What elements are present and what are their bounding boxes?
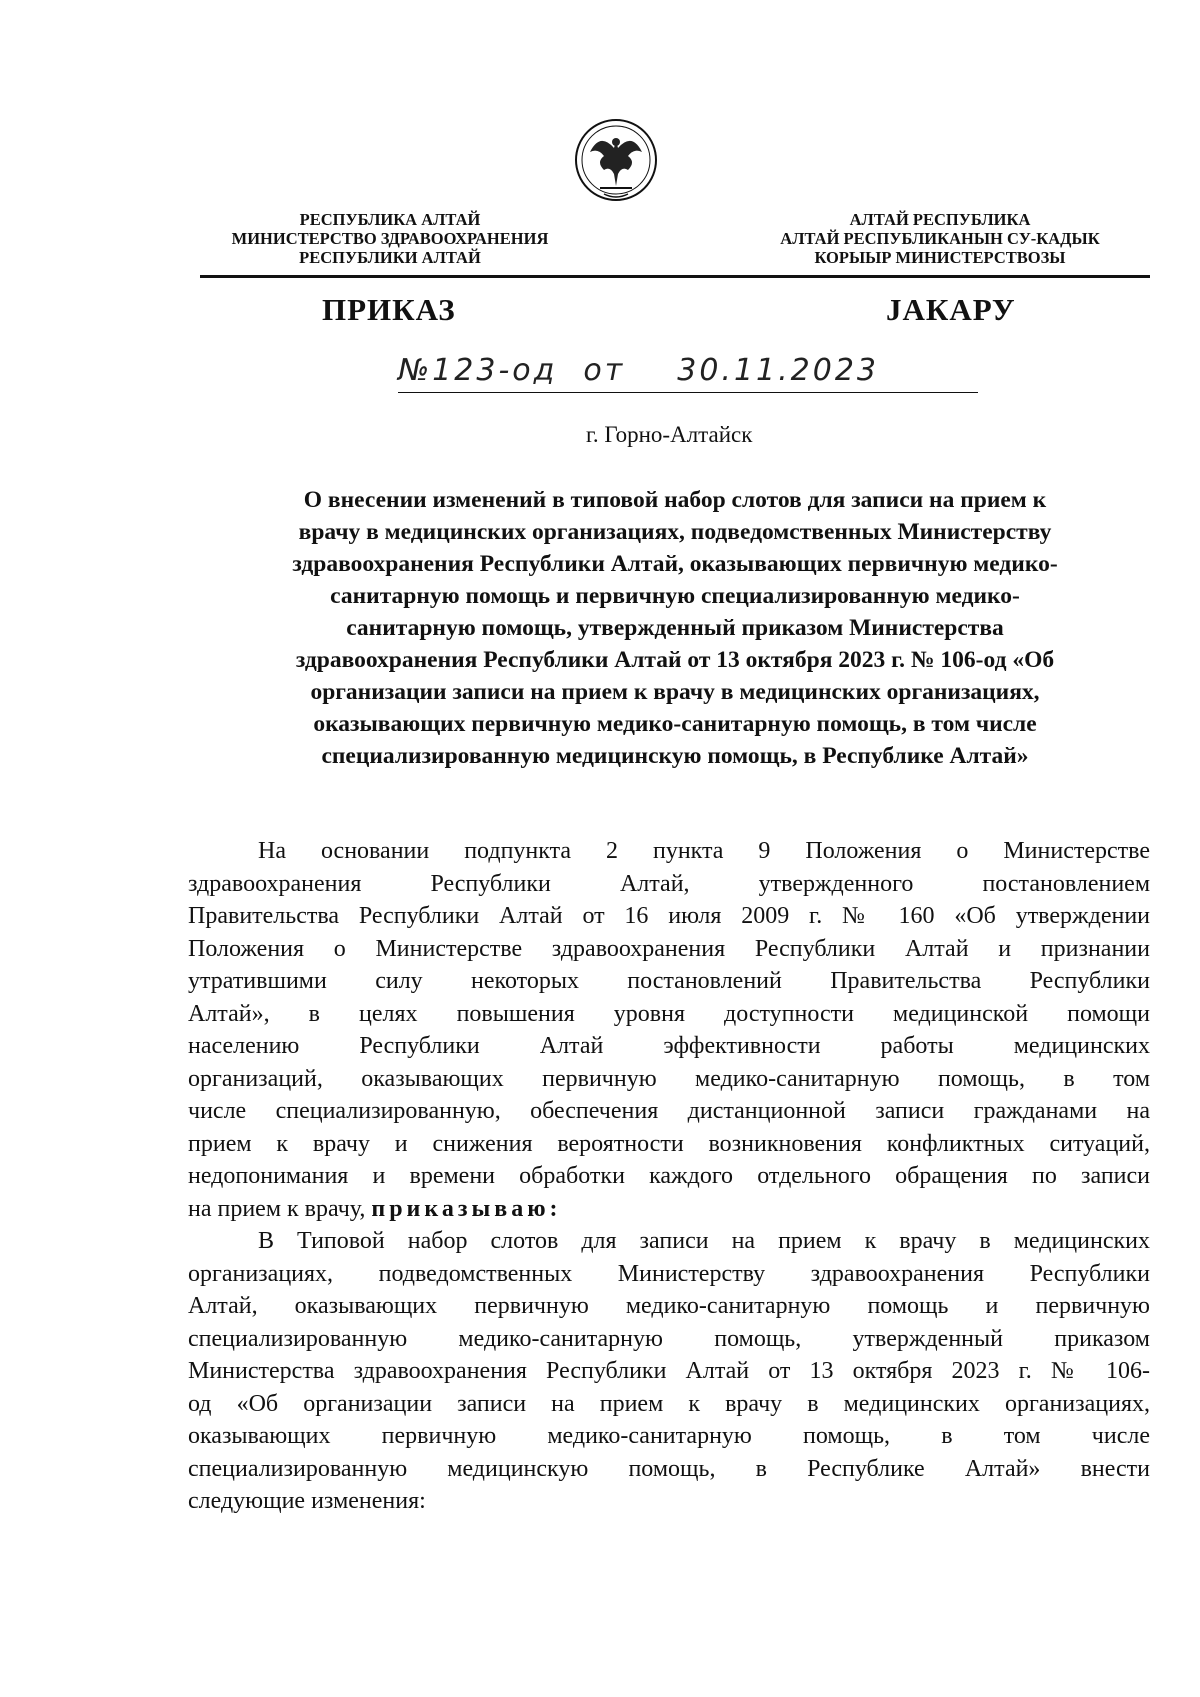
ministry-header-russian	[205, 210, 575, 267]
paragraph-2-line: специализированную медицинскую помощь, в Республике Алтай» внести	[188, 1455, 1150, 1482]
order-title-altai: JАКАРУ	[886, 292, 1016, 327]
header-line: АЛТАЙ РЕСПУБЛИКА	[849, 210, 1031, 229]
title-line: здравоохранения Республики Алтай, оказывающих первичную медико-	[292, 551, 1058, 577]
paragraph-2-line: организациях, подведомственных Министерству здравоохранения Республики	[188, 1260, 1150, 1287]
title-line: санитарную помощь и первичную специализированную медико-	[330, 583, 1020, 609]
title-line: врачу в медицинских организациях, подведомственных Министерству	[298, 519, 1052, 545]
paragraph-2-line: оказывающих первичную медико-санитарную помощь, в том числе	[188, 1423, 1150, 1449]
order-number: №123-од	[398, 353, 558, 388]
title-line: специализированную медицинскую помощь, в Республике Алтай»	[321, 743, 1029, 769]
order-date: 30.11.2023	[677, 353, 880, 388]
paragraph-1-line: прием к врачу и снижения вероятности возникновения конфликтных ситуаций,	[188, 1130, 1150, 1157]
command-word: приказываю	[371, 1195, 550, 1222]
city-name: г. Горно-Алтайск	[586, 422, 753, 447]
paragraph-1-last-text: на прием к врачу,	[188, 1195, 372, 1222]
title-line: оказывающих первичную медико-санитарную помощь, в том числе	[313, 711, 1037, 737]
paragraph-1-last-line	[188, 1193, 1150, 1226]
header-line: РЕСПУБЛИКИ АЛТАЙ	[299, 248, 481, 267]
paragraph-1-line: Алтай», в целях повышения уровня доступности медицинской помощи	[188, 1000, 1150, 1027]
header-divider	[200, 275, 1150, 278]
order-from: от	[583, 353, 626, 388]
paragraph-2-line: Алтай, оказывающих первичную медико-санитарную помощь и первичную	[188, 1293, 1150, 1319]
paragraph-1-line: Положения о Министерстве здравоохранения Республики Алтай и признании	[188, 935, 1150, 962]
paragraph-1-line: здравоохранения Республики Алтай, утвержденного постановлением	[188, 870, 1150, 897]
paragraph-1-line: числе специализированную, обеспечения дистанционной записи гражданами на	[188, 1098, 1150, 1124]
registration-line	[398, 352, 978, 393]
command-colon: :	[549, 1195, 558, 1222]
header-line: МИНИСТЕРСТВО ЗДРАВООХРАНЕНИЯ	[231, 229, 549, 248]
paragraph-2-line: од «Об организации записи на прием к врачу в медицинских организациях,	[188, 1390, 1150, 1417]
header-line: РЕСПУБЛИКА АЛТАЙ	[299, 210, 481, 229]
paragraph-2-line: В Типовой набор слотов для записи на прием к врачу в медицинских	[258, 1228, 1150, 1254]
paragraph-1-line: утратившими силу некоторых постановлений Правительства Республики	[188, 968, 1150, 994]
header-line: КОРЫЫР МИНИСТЕРСТВОЗЫ	[814, 248, 1066, 267]
ministry-header-altai	[735, 210, 1145, 267]
paragraph-2-line: следующие изменения:	[188, 1488, 426, 1514]
paragraph-2-line: Министерства здравоохранения Республики Алтай от 13 октября 2023 г. № 106-	[188, 1358, 1150, 1384]
paragraph-2-line: специализированную медико-санитарную помощь, утвержденный приказом	[188, 1325, 1150, 1352]
paragraph-1-line: Правительства Республики Алтай от 16 июля 2009 г. № 160 «Об утверждении	[188, 903, 1150, 929]
document-body	[188, 835, 1150, 1518]
paragraph-1-line: На основании подпункта 2 пункта 9 Положения о Министерстве	[258, 838, 1150, 864]
header-line: АЛТАЙ РЕСПУБЛИКАНЫН СУ-КАДЫК	[780, 229, 1100, 248]
title-line: санитарную помощь, утвержденный приказом Министерства	[346, 615, 1004, 641]
paragraph-1-line: населению Республики Алтай эффективности работы медицинских	[188, 1033, 1150, 1059]
title-line: организации записи на прием к врачу в медицинских организациях,	[310, 679, 1040, 705]
paragraph-1-line: недопонимания и времени обработки каждого отдельного обращения по записи	[188, 1163, 1150, 1189]
title-line: О внесении изменений в типовой набор слотов для записи на прием к	[303, 487, 1047, 513]
coat-of-arms-emblem	[570, 112, 662, 212]
order-title-russian: ПРИКАЗ	[322, 292, 456, 327]
document-title	[205, 484, 1145, 772]
paragraph-1-line: организаций, оказывающих первичную медико-санитарную помощь, в том	[188, 1065, 1150, 1092]
title-line: здравоохранения Республики Алтай от 13 октября 2023 г. № 106-од «Об	[295, 647, 1055, 673]
